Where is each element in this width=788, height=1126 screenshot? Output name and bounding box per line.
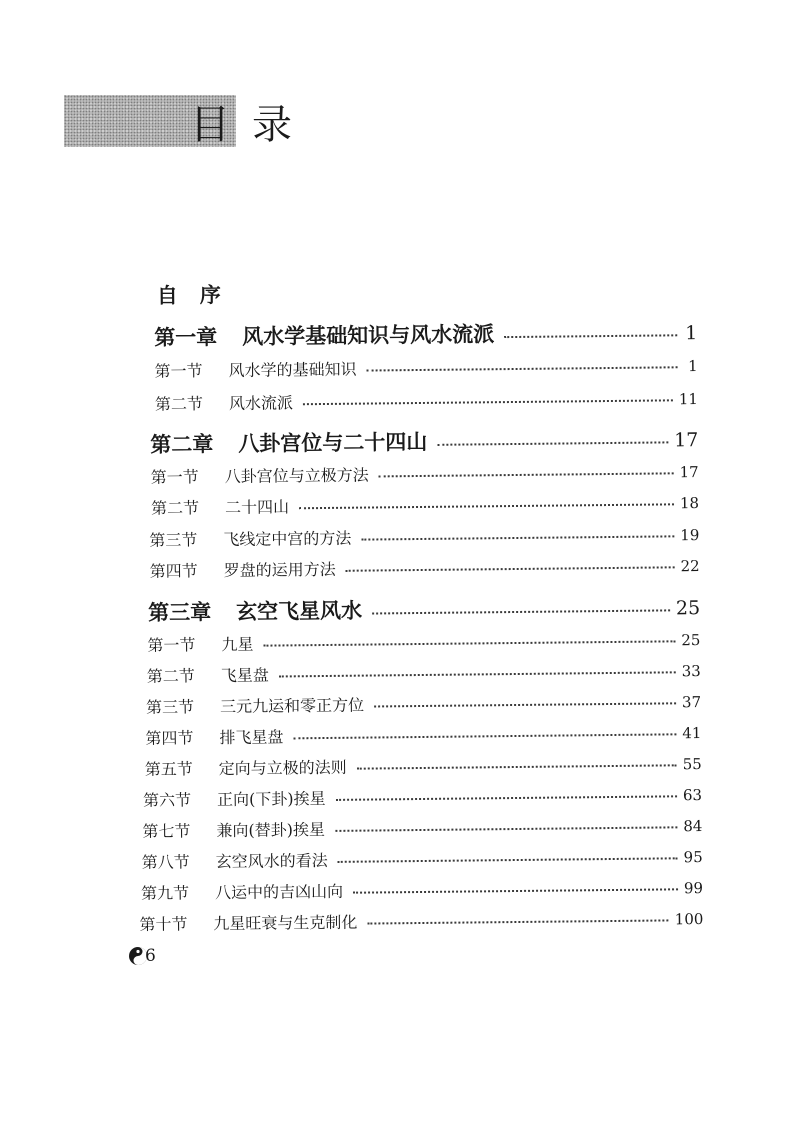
toc-section [151,490,699,519]
toc-entry-page: 100 [674,910,704,929]
toc-entry-title: 九星 [221,634,254,655]
toc-entry-number: 第一节 [147,635,196,655]
page-number-text: 6 [145,946,156,966]
toc-entry-page: 37 [681,693,702,712]
toc-entry-number: 第二节 [154,394,204,414]
dot-leader [504,334,677,338]
toc-entry-title: 八卦宫位与二十四山 [238,428,428,456]
toc-entry-title: 八卦宫位与立极方法 [224,465,369,487]
dot-leader [374,702,676,707]
toc-entry-title: 飞线定中宫的方法 [223,528,352,550]
toc-entry-title: 玄空飞星风水 [235,597,363,624]
toc-entry-number: 第一节 [154,361,203,381]
dot-leader [293,733,676,739]
toc-entry-title: 正向(下卦)挨星 [216,789,326,810]
dot-leader [367,366,678,371]
toc-entry-number: 第五节 [144,759,193,779]
toc-entry-number: 第四节 [145,728,194,748]
toc-chapter [150,423,698,459]
toc-section [142,813,702,842]
toc-entry-title: 定向与立极的法则 [218,757,347,779]
toc-entry-title: 二十四山 [224,497,290,518]
toc-entry-page: 33 [681,662,701,681]
toc-entry-title: 排飞星盘 [219,727,284,748]
dot-leader [299,503,674,509]
toc-entry-number: 第九节 [140,883,190,903]
toc-entry-page: 22 [680,557,700,576]
toc-entry-number: 第七节 [142,821,191,841]
dot-leader [437,441,668,445]
toc-entry-page: 55 [682,755,702,774]
dot-leader [372,609,670,614]
toc-entry-title: 飞星盘 [220,665,269,686]
toc-entry-title: 兼向(替卦)挨星 [216,820,325,841]
toc-entry-title: 风水学基础知识与风水流派 [242,321,495,349]
toc-entry-number: 第八节 [141,852,190,872]
toc-entry-number: 第一章 [154,324,218,350]
toc-section [146,689,701,718]
toc-entry-page: 1 [685,322,698,345]
dot-leader [353,888,678,893]
toc-entry-title: 八运中的吉凶山向 [214,881,344,903]
toc-entry-title: 风水流派 [228,393,294,413]
toc-entry-number: 第二章 [150,431,214,457]
toc-entry-page: 19 [680,526,700,545]
toc-section [145,751,702,780]
toc-entry-page: 95 [683,848,703,867]
dot-leader [338,857,678,863]
toc-section [147,627,700,656]
toc-section [147,658,701,687]
dot-leader [279,671,676,677]
toc-entry-title: 九星旺衰与生克制化 [213,912,358,934]
toc-section [141,875,703,904]
toc-section [145,720,701,749]
dot-leader [361,535,674,540]
toc-entry-page: 17 [674,429,699,452]
toc-preface: 自序 [156,281,243,308]
toc-entry-number: 第三节 [149,530,198,550]
toc-entry-number: 第三章 [147,599,212,625]
toc-entry-title: 罗盘的运用方法 [223,559,336,581]
toc-entry-page: 17 [679,463,699,482]
dot-leader [346,566,675,571]
toc-chapter [148,591,700,627]
toc-section [139,906,703,935]
toc-entry-number: 第四节 [149,561,198,581]
toc-entry-page: 11 [678,390,699,409]
dot-leader [379,472,674,477]
toc-section [149,522,699,551]
toc-chapter [154,316,697,352]
toc-section [155,386,698,415]
dot-leader [357,764,677,769]
toc-entry-page: 25 [681,631,701,650]
toc-entry-number: 第二节 [150,498,200,518]
toc-entry-number: 第一节 [150,467,199,487]
dot-leader [335,826,677,832]
dot-leader [263,640,675,646]
toc-entry-number: 第三节 [146,697,195,717]
toc-entry-page: 25 [675,597,701,620]
toc-entry-page: 41 [682,724,702,743]
toc-section [154,353,697,382]
toc-entry-page: 18 [679,494,700,513]
toc-entry-page: 1 [687,357,698,376]
toc-entry-title: 玄空风水的看法 [215,850,328,872]
dot-leader [367,919,668,924]
toc-entry-number: 第六节 [142,790,192,810]
toc-entry-page: 63 [682,786,703,805]
toc-section [151,459,699,488]
toc-entry-page: 99 [683,879,704,898]
dot-leader [336,795,677,801]
dot-leader [303,399,673,405]
toc-entry-number: 第十节 [139,914,188,934]
toc-section [143,782,702,811]
toc-section [142,844,703,873]
toc-entry-page: 84 [683,817,703,836]
toc-entry-title: 风水学的基础知识 [228,359,357,380]
toc-entry-title: 三元九运和零正方位 [220,695,365,717]
page-title: 目录 [190,102,314,148]
page-number [128,945,156,967]
toc-entry-number: 第二节 [146,666,195,686]
toc-section [150,553,700,582]
